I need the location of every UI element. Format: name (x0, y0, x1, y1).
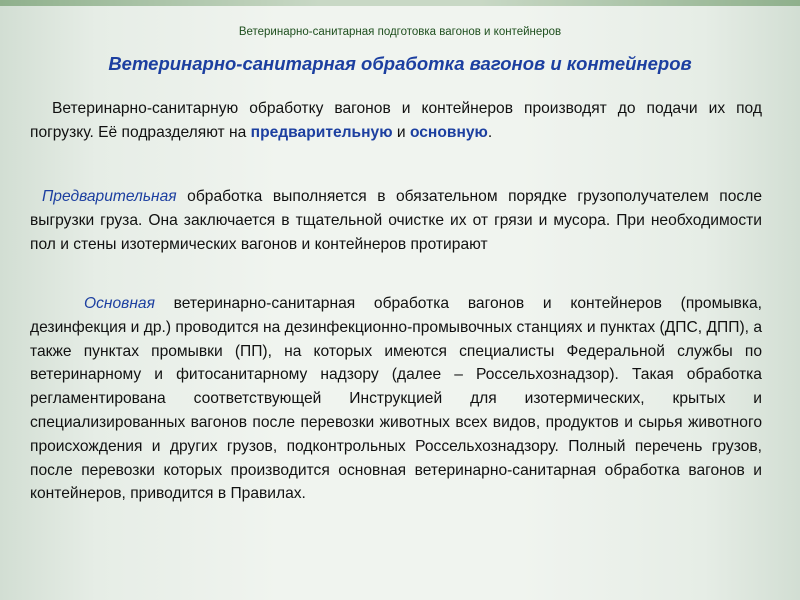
keyword-main: основную (409, 123, 488, 141)
preliminary-keyword: Предварительная (42, 188, 177, 205)
main-keyword: Основная (84, 295, 155, 312)
main-text: ветеринарно-санитарная обработка вагонов и контейнеров (промывка, дезинфекция и др.) проводится на дезинфекционно-промывочных станциях и пунктах (ДПС, ДПП), а также пунктах промывки (ПП), на которых имеются специалисты Федеральной службы по ветеринарному и фитосанитарному надзору (далее – Россельхознадзор). Такая обработка регламентирована соответствующей Инструкцией для изотермических, крытых и специализированных вагонов после перевозки животных всех видов, продуктов и сырья животного происхождения и других грузов, подконтрольных Россельхознадзору. Полный перечень грузов, после перевозки которых производится основная ветеринарно-санитарная обработка вагонов и контейнеров, приводится в Правилах. (30, 295, 762, 503)
paragraph-intro (30, 97, 762, 145)
top-decor-bar (0, 0, 800, 6)
preliminary-text: обработка выполняется в обязательном порядке грузополучателем после выгрузки груза. Она заключается в тщательной очистке их от грязи и мусора. При необходимости пол и стены изотермических вагонов и контейнеров протирают (30, 188, 762, 253)
intro-text-1: Ветеринарно-санитарную обработку вагонов и контейнеров производят до подачи их под погрузку. Её подразделяют на (30, 100, 762, 141)
keyword-preliminary: предварительную (250, 123, 393, 141)
intro-text-2: и (392, 123, 410, 141)
paragraph-main (30, 292, 762, 506)
paragraph-preliminary (30, 185, 762, 256)
intro-text-3: . (487, 123, 493, 141)
slide-header: Ветеринарно-санитарная подготовка вагонов и контейнеров (238, 26, 562, 38)
slide-title: Ветеринарно-санитарная обработка вагонов и контейнеров (108, 53, 692, 74)
